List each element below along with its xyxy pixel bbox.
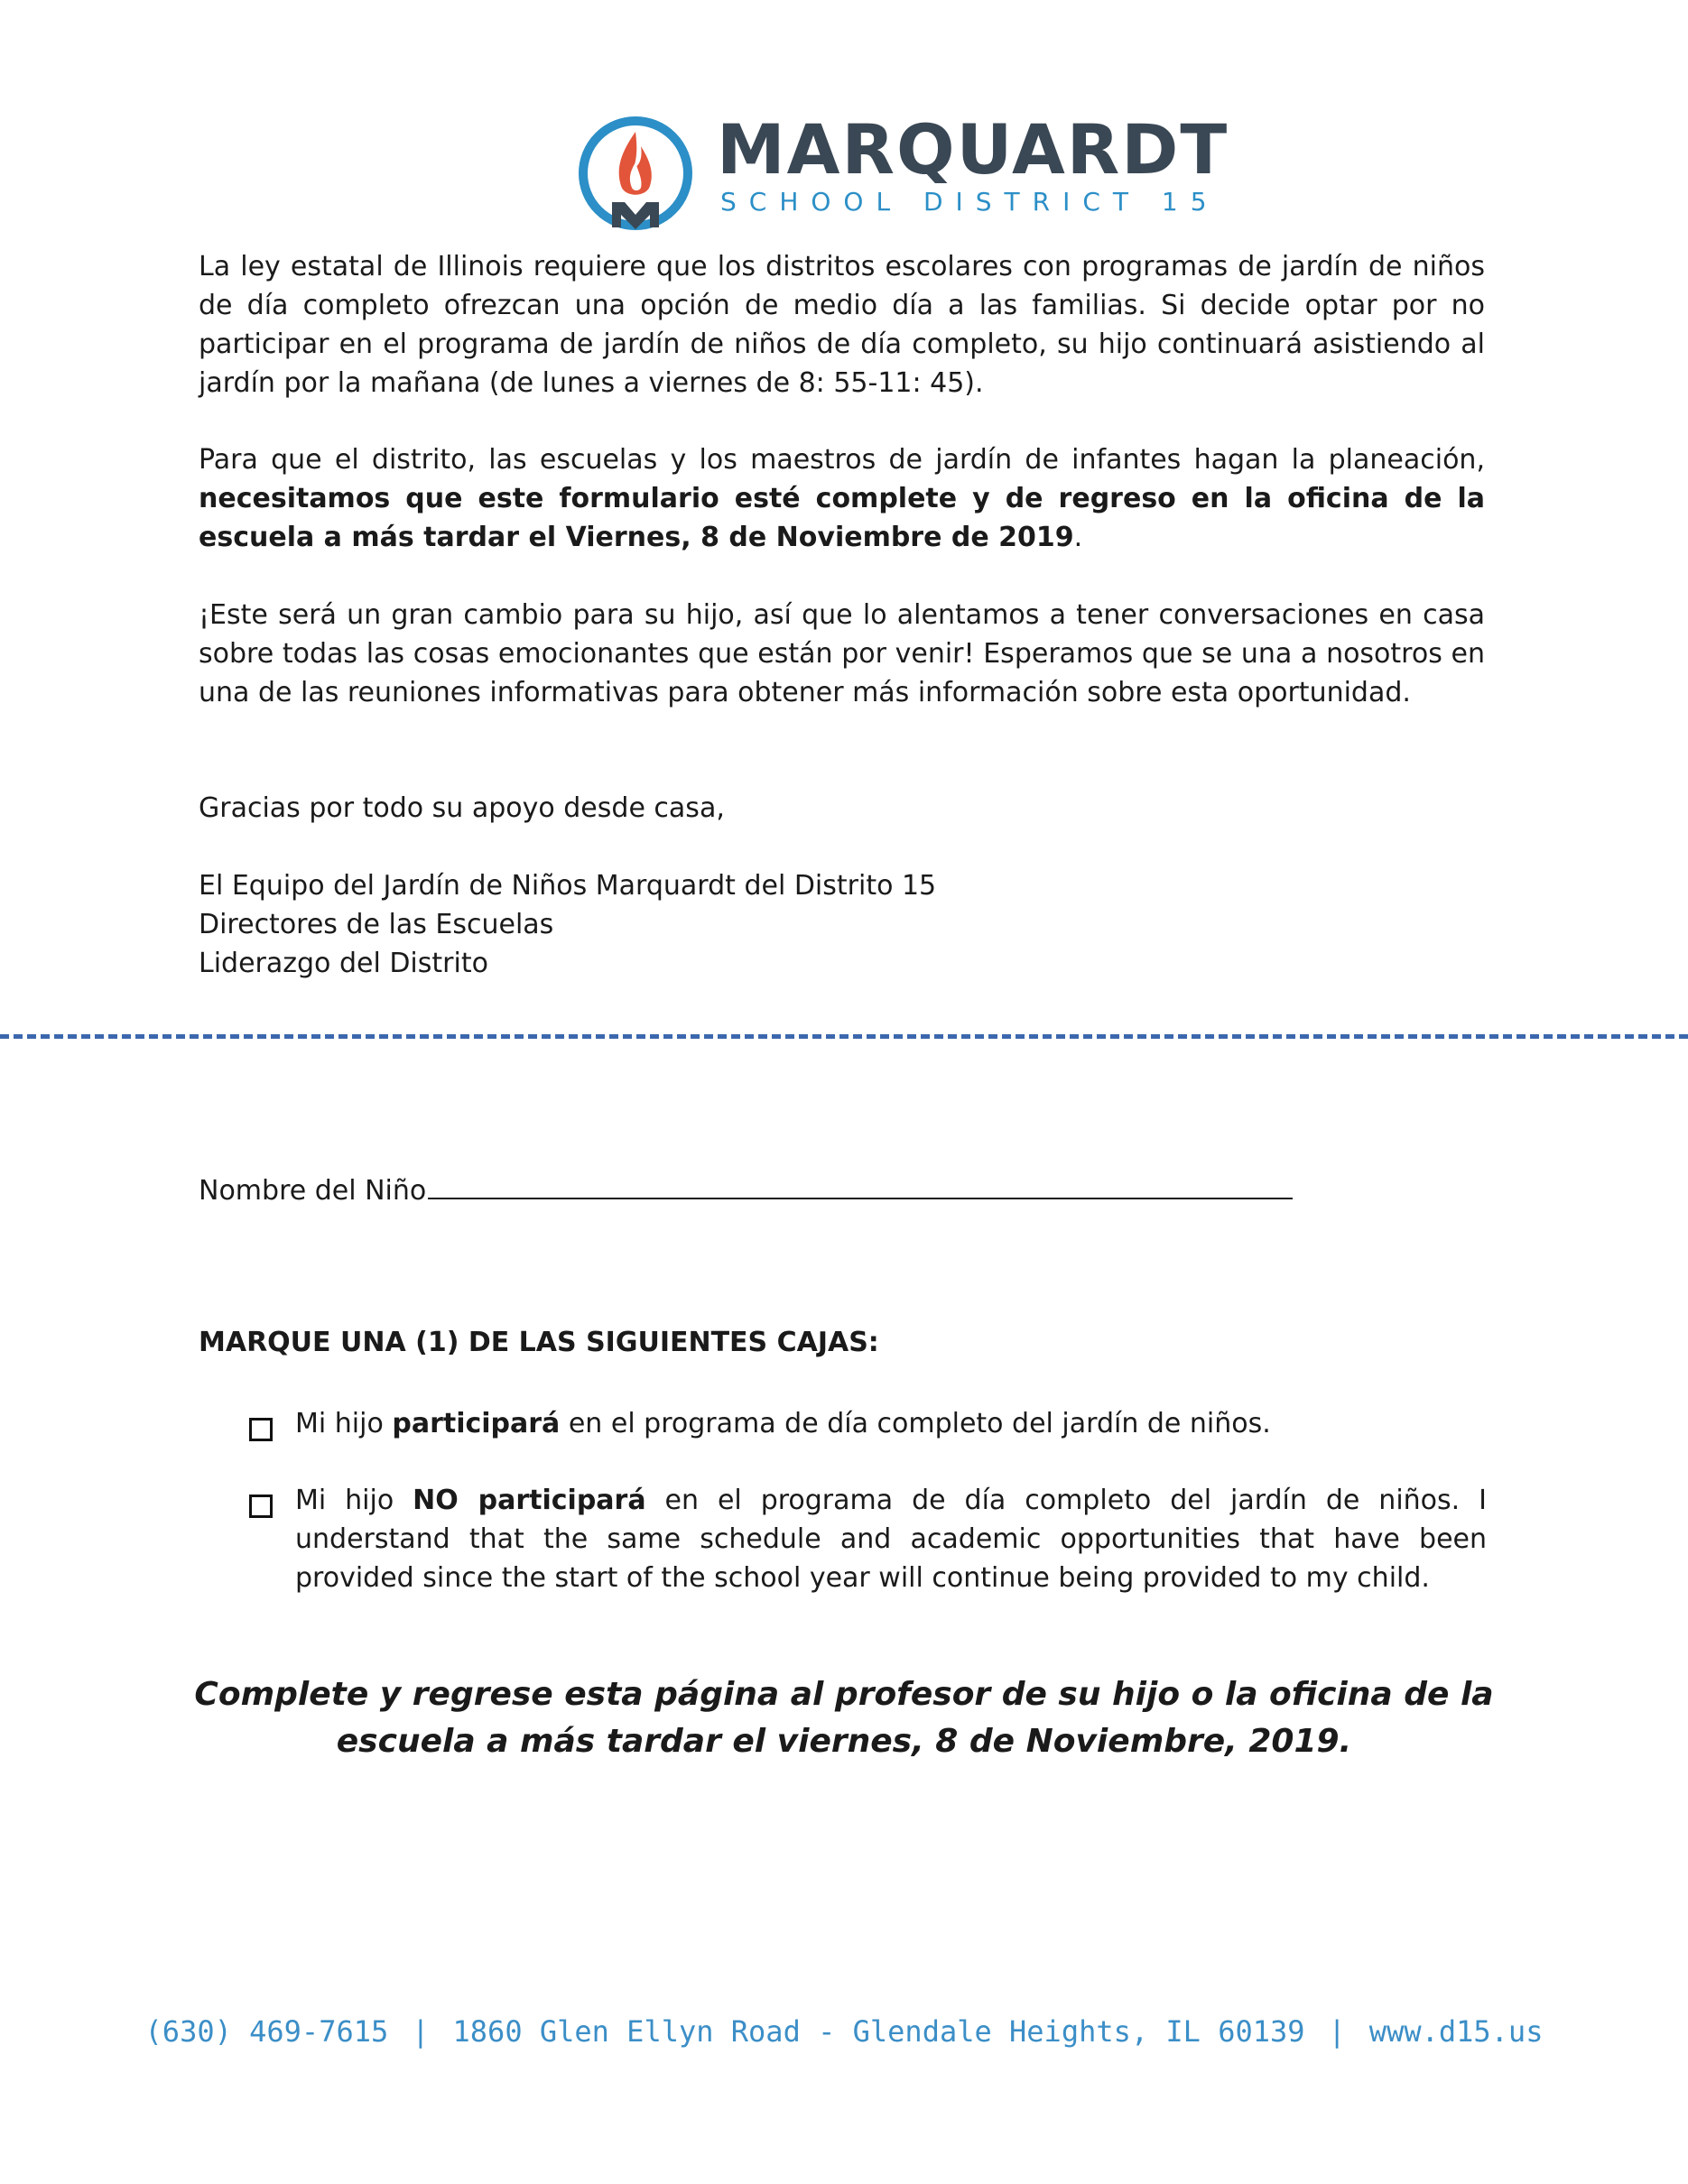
deadline-text: Para que el distrito, las escuelas y los maestros de jardín de infantes hagan la planeación,	[199, 444, 1485, 476]
cut-line-divider	[0, 1034, 1688, 1039]
footer-address: 1860 Glen Ellyn Road - Glendale Heights, IL 60139	[452, 2014, 1305, 2049]
deadline-end: .	[1073, 522, 1083, 553]
return-instructions: Complete y regrese esta página al profesor de su hijo o la oficina de la escuela a más tardar el viernes, 8 de Noviembre, 2019.	[194, 1676, 1494, 1760]
paragraph-deadline	[199, 440, 1485, 557]
footer-separator: |	[412, 2014, 430, 2049]
option-participate: Mi hijo participará en el programa de día completo del jardín de niños.	[295, 1408, 1271, 1439]
deadline-bold-text: necesitamos que este formulario esté complete y de regreso en la oficina de la escuela a más tardar el Viernes, 8 de Noviembre de 2019	[199, 483, 1485, 553]
footer-website-link[interactable]: www.d15.us	[1368, 2014, 1544, 2049]
footer-contact	[0, 2014, 1688, 2049]
not-participate-checkbox[interactable]	[249, 1495, 273, 1518]
option-not-participate: Mi hijo NO participará en el programa de día completo del jardín de niños. I understand that the same schedule and academic opportunities that have been provided since the start of the school year will continue being provided to my child.	[295, 1485, 1487, 1594]
child-name-blank[interactable]	[428, 1171, 1293, 1199]
footer-phone: (630) 469-7615	[144, 2014, 389, 2049]
signature-team: El Equipo del Jardín de Niños Marquardt del Distrito 15	[199, 870, 937, 902]
district-logo	[574, 109, 1229, 238]
child-name-label: Nombre del Niño	[199, 1175, 427, 1207]
participate-checkbox[interactable]	[249, 1418, 273, 1441]
checkbox-instructions-heading: MARQUE UNA (1) DE LAS SIGUIENTES CAJAS:	[199, 1327, 879, 1358]
signature-leadership: Liderazgo del Distrito	[199, 948, 488, 979]
logo-subtitle: SCHOOL DISTRICT 15	[720, 187, 1220, 217]
child-name-field[interactable]	[199, 1171, 1293, 1210]
paragraph-encouragement: ¡Este será un gran cambio para su hijo, así que lo alentamos a tener conversaciones en casa sobre todas las cosas emocionantes que están por venir! Esperamos que se una a nosotros en una de las reuniones informativas para obtener más información sobre esta oportunidad.	[199, 599, 1485, 708]
flame-emblem-icon	[574, 112, 700, 238]
signature-directors: Directores de las Escuelas	[199, 909, 554, 940]
paragraph-intro: La ley estatal de Illinois requiere que los distritos escolares con programas de jardín de niños de día completo ofrezcan una opción de medio día a las familias. Si decide optar por no participar en el programa de jardín de niños de día completo, su hijo continuará asistiendo al jardín por la mañana (de lunes a viernes de 8: 55-11: 45).	[199, 251, 1485, 399]
footer-separator: |	[1328, 2014, 1346, 2049]
closing-line: Gracias por todo su apoyo desde casa,	[199, 792, 725, 824]
logo-wordmark: MARQUARDT	[717, 109, 1229, 190]
